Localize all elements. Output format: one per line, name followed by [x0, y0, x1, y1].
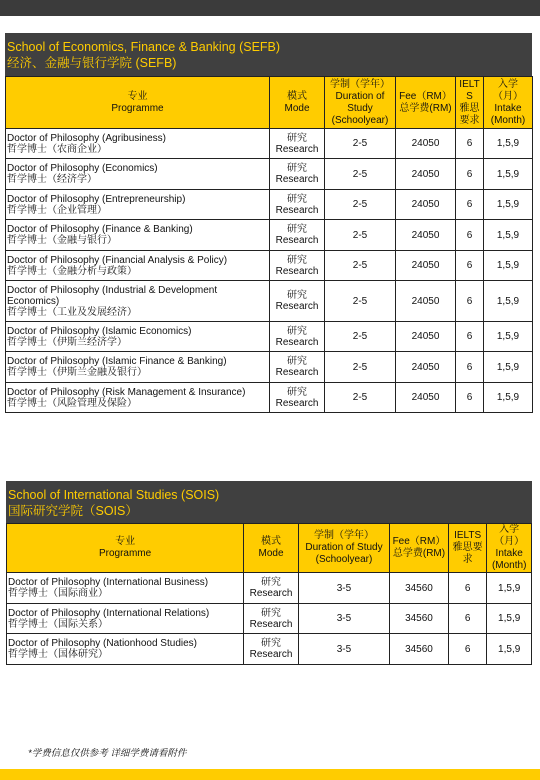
ielts-cell: 6 — [456, 281, 484, 322]
table-row — [6, 220, 533, 251]
ielts-cell: 6 — [456, 159, 484, 190]
ielts-cell: 6 — [448, 634, 487, 665]
header-programme: 专业 Programme — [7, 524, 244, 573]
header-ielts: IELTS 雅思要 求 — [448, 524, 487, 573]
header-mode: 模式 Mode — [244, 524, 299, 573]
ielts-cell: 6 — [448, 573, 487, 604]
fee-note: *学费信息仅供参考 详细学费请看附件 — [28, 748, 187, 759]
intake-cell: 1,5,9 — [484, 322, 533, 352]
duration-cell: 3-5 — [298, 573, 389, 604]
header-fee: Fee（RM） 总学费(RM) — [396, 77, 456, 129]
header-ielts: IELT S 雅思 要求 — [456, 77, 484, 129]
duration-cell: 2-5 — [325, 220, 396, 251]
table-row — [6, 352, 533, 383]
table-row — [7, 573, 532, 604]
section-sois — [6, 481, 532, 665]
intake-cell: 1,5,9 — [487, 634, 532, 665]
duration-cell: 2-5 — [325, 129, 396, 159]
section-title-en: School of Economics, Finance & Banking (SEFB) — [7, 40, 281, 54]
duration-cell: 3-5 — [298, 604, 389, 634]
intake-cell: 1,5,9 — [487, 573, 532, 604]
duration-cell: 2-5 — [325, 322, 396, 352]
mode-cell: 研究 Research — [270, 322, 325, 352]
intake-cell: 1,5,9 — [484, 220, 533, 251]
table-row — [6, 251, 533, 281]
fee-cell: 24050 — [396, 190, 456, 220]
ielts-cell: 6 — [456, 383, 484, 413]
table-row — [6, 281, 533, 322]
programme-cell: Doctor of Philosophy (International Relations) 哲学博士（国际关系） — [7, 604, 244, 634]
programme-table — [5, 76, 533, 413]
section-title-zh: 经济、金融与银行学院 (SEFB) — [7, 56, 177, 70]
bottom-bar — [0, 769, 540, 780]
fee-cell: 34560 — [390, 573, 449, 604]
duration-cell: 2-5 — [325, 159, 396, 190]
intake-cell: 1,5,9 — [484, 352, 533, 383]
mode-cell: 研究 Research — [270, 383, 325, 413]
header-duration: 学制（学年） Duration of Study (Schoolyear) — [298, 524, 389, 573]
table-row — [6, 322, 533, 352]
header-programme: 专业 Programme — [6, 77, 270, 129]
fee-cell: 34560 — [390, 634, 449, 665]
programme-cell: Doctor of Philosophy (Finance & Banking) 哲学博士（金融与银行） — [6, 220, 270, 251]
mode-cell: 研究 Research — [244, 634, 299, 665]
fee-cell: 34560 — [390, 604, 449, 634]
fee-cell: 24050 — [396, 322, 456, 352]
ielts-cell: 6 — [456, 220, 484, 251]
programme-cell: Doctor of Philosophy (Entrepreneurship) 哲学博士（企业管理） — [6, 190, 270, 220]
programme-cell: Doctor of Philosophy (Islamic Finance & Banking) 哲学博士（伊斯兰金融及银行） — [6, 352, 270, 383]
duration-cell: 2-5 — [325, 251, 396, 281]
section-title — [6, 481, 532, 523]
fee-cell: 24050 — [396, 251, 456, 281]
intake-cell: 1,5,9 — [484, 129, 533, 159]
mode-cell: 研究 Research — [270, 159, 325, 190]
table-row — [6, 129, 533, 159]
table-row — [7, 604, 532, 634]
mode-cell: 研究 Research — [270, 220, 325, 251]
header-fee: Fee（RM） 总学费(RM) — [390, 524, 449, 573]
mode-cell: 研究 Research — [270, 190, 325, 220]
intake-cell: 1,5,9 — [484, 159, 533, 190]
intake-cell: 1,5,9 — [484, 190, 533, 220]
mode-cell: 研究 Research — [270, 352, 325, 383]
table-row — [6, 159, 533, 190]
programme-table — [6, 523, 532, 665]
ielts-cell: 6 — [456, 251, 484, 281]
mode-cell: 研究 Research — [244, 604, 299, 634]
header-intake: 入学 （月） Intake (Month) — [484, 77, 533, 129]
section-title — [5, 33, 532, 76]
intake-cell: 1,5,9 — [487, 604, 532, 634]
table-row — [6, 383, 533, 413]
mode-cell: 研究 Research — [244, 573, 299, 604]
duration-cell: 2-5 — [325, 383, 396, 413]
fee-cell: 24050 — [396, 352, 456, 383]
section-sefb — [5, 33, 532, 413]
table-row — [7, 634, 532, 665]
programme-cell: Doctor of Philosophy (Islamic Economics) 哲学博士（伊斯兰经济学） — [6, 322, 270, 352]
header-mode: 模式 Mode — [270, 77, 325, 129]
fee-cell: 24050 — [396, 281, 456, 322]
programme-cell: Doctor of Philosophy (Economics) 哲学博士（经济学） — [6, 159, 270, 190]
mode-cell: 研究 Research — [270, 251, 325, 281]
mode-cell: 研究 Research — [270, 129, 325, 159]
intake-cell: 1,5,9 — [484, 383, 533, 413]
section-title-zh: 国际研究学院（SOIS） — [8, 504, 138, 518]
programme-cell: Doctor of Philosophy (Financial Analysis & Policy) 哲学博士（金融分析与政策） — [6, 251, 270, 281]
header-intake: 入学（月） Intake (Month) — [487, 524, 532, 573]
top-bar — [0, 0, 540, 16]
programme-cell: Doctor of Philosophy (International Business) 哲学博士（国际商业） — [7, 573, 244, 604]
duration-cell: 2-5 — [325, 352, 396, 383]
intake-cell: 1,5,9 — [484, 281, 533, 322]
mode-cell: 研究 Research — [270, 281, 325, 322]
ielts-cell: 6 — [456, 129, 484, 159]
fee-cell: 24050 — [396, 220, 456, 251]
ielts-cell: 6 — [448, 604, 487, 634]
duration-cell: 2-5 — [325, 190, 396, 220]
table-row — [6, 190, 533, 220]
programme-cell: Doctor of Philosophy (Agribusiness) 哲学博士（农商企业） — [6, 129, 270, 159]
programme-cell: Doctor of Philosophy (Risk Management & Insurance) 哲学博士（风险管理及保险） — [6, 383, 270, 413]
fee-cell: 24050 — [396, 129, 456, 159]
table-header-row — [7, 524, 532, 573]
fee-cell: 24050 — [396, 159, 456, 190]
duration-cell: 3-5 — [298, 634, 389, 665]
intake-cell: 1,5,9 — [484, 251, 533, 281]
fee-cell: 24050 — [396, 383, 456, 413]
table-header-row — [6, 77, 533, 129]
ielts-cell: 6 — [456, 190, 484, 220]
duration-cell: 2-5 — [325, 281, 396, 322]
ielts-cell: 6 — [456, 352, 484, 383]
section-title-en: School of International Studies (SOIS) — [8, 488, 220, 502]
header-duration: 学制（学年） Duration of Study (Schoolyear) — [325, 77, 396, 129]
ielts-cell: 6 — [456, 322, 484, 352]
programme-cell: Doctor of Philosophy (Industrial & Development Economics) 哲学博士（工业及发展经济） — [6, 281, 270, 322]
programme-cell: Doctor of Philosophy (Nationhood Studies) 哲学博士（国体研究） — [7, 634, 244, 665]
